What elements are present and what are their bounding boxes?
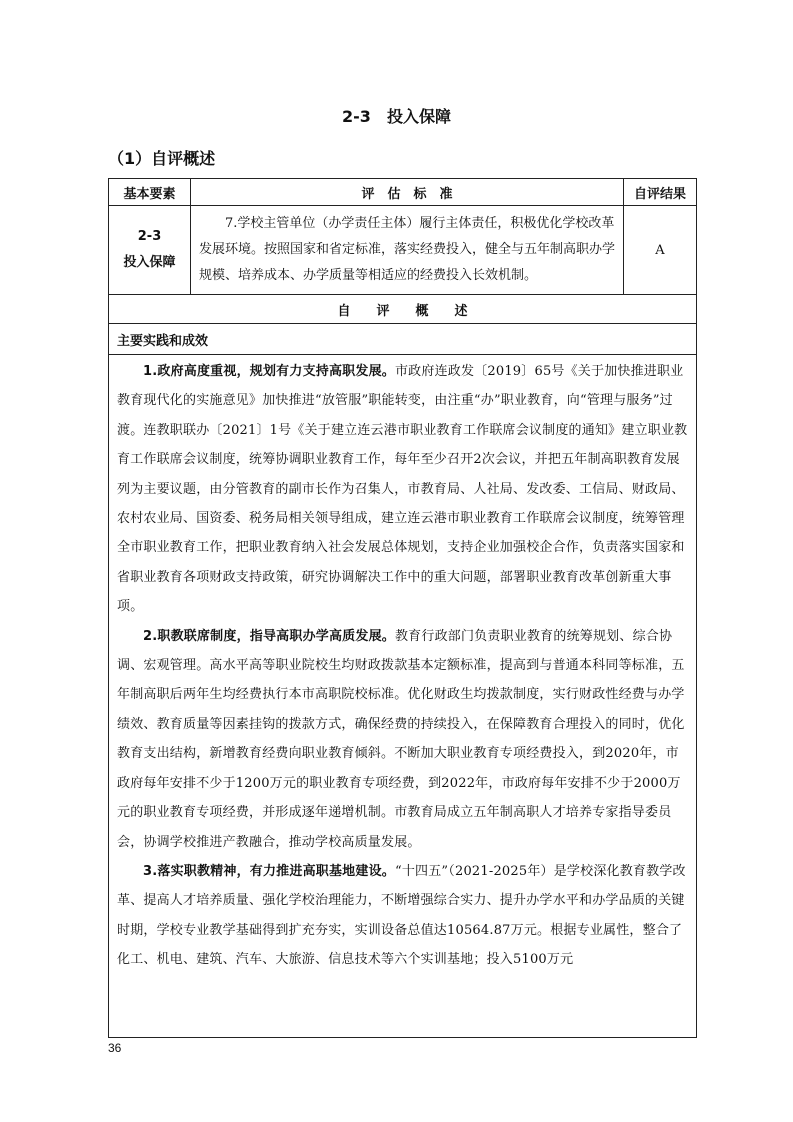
- section-title: （1）自评概述: [108, 149, 216, 168]
- paragraph-text: “十四五”（2021-2025年）是学校深化教育教学改革、提高人才培养质量、强化学校治理能力，不断增强综合实力、提升办学水平和办学品质的关键时期，学校专业教学基础得到扩充夯实，实训设备总值达10564.87万元。根据专业属性，整合了化工、机电、建筑、汽车、大旅游、信息技术等六个实训基地；投入5100万元: [117, 863, 686, 968]
- element-name: 投入保障: [123, 255, 176, 270]
- paragraph-lead: 2.职教联席制度，指导高职办学高质发展。: [143, 628, 395, 644]
- result-cell: A: [624, 206, 697, 295]
- page-title: 2-3 投入保障: [342, 107, 451, 126]
- header-result: 自评结果: [624, 179, 697, 206]
- page-number: 36: [108, 1041, 122, 1055]
- practice-header-row: [109, 324, 697, 355]
- header-basic-element: 基本要素: [109, 179, 191, 206]
- paragraph: [117, 622, 688, 857]
- overview-header-row: [109, 295, 697, 324]
- paragraph-text: 市政府连政发〔2019〕65号《关于加快推进职业教育现代化的实施意见》加快推进“放管服”职能转变，由注重“办”职业教育，向“管理与服务”过渡。连教职联办〔2021〕1号《关于建立连云港市职业教育工作联席会议制度的通知》建立职业教育工作联席会议制度，统筹协调职业教育工作，每年至少召开2次会议，并把五年制高职教育发展列为主要议题，由分管教育的副市长作为召集人，市教育局、人社局、发改委、工信局、财政局、农村农业局、国资委、税务局相关领导组成，建立连云港市职业教育工作联席会议制度，统筹管理全市职业教育工作，把职业教育纳入社会发展总体规划，支持企业加强校企合作，负责落实国家和省职业教育各项财政支持政策，研究协调解决工作中的重大问题，部署职业教育改革创新重大事项。: [117, 364, 688, 615]
- element-cell: [109, 206, 191, 295]
- overview-body-row: [109, 355, 697, 1038]
- element-code: 2-3: [137, 229, 162, 244]
- criteria-text: 7.学校主管单位（办学责任主体）履行主体责任，积极优化学校改革发展环境。按照国家和省定标准，落实经费投入，健全与五年制高职办学规模、培养成本、办学质量等相适应的经费投入长效机制。: [191, 206, 624, 295]
- paragraph-text: 教育行政部门负责职业教育的统筹规划、综合协调、宏观管理。高水平高等职业院校生均财政拨款基本定额标准，提高到与普通本科同等标准，五年制高职后两年生均经费执行本市高职院校标准。优化财政生均拨款制度，实行财政性经费与办学绩效、教育质量等因素挂钩的拨款方式，确保经费的持续投入，在保障教育合理投入的同时，优化教育支出结构，新增教育经费向职业教育倾斜。不断加大职业教育专项经费投入，到2020年，市政府每年安排不少于1200万元的职业教育专项经费，到2022年，市政府每年安排不少于2000万元的职业教育专项经费，并形成逐年递增机制。市教育局成立五年制高职人才培养专家指导委员会，协调学校推进产教融合，推动学校高质量发展。: [117, 628, 685, 850]
- evaluation-table: [108, 178, 697, 1038]
- overview-body: [109, 355, 697, 1038]
- table-header-row: [109, 179, 697, 206]
- paragraph: [117, 857, 688, 975]
- criteria-row: [109, 206, 697, 295]
- paragraph-lead: 3.落实职教精神，有力推进高职基地建设。: [143, 863, 395, 879]
- paragraph: [117, 357, 688, 622]
- paragraph-lead: 1.政府高度重视，规划有力支持高职发展。: [143, 364, 395, 379]
- overview-header: 自 评 概 述: [109, 295, 697, 324]
- practice-header: 主要实践和成效: [109, 324, 697, 355]
- header-criteria: 评 估 标 准: [191, 179, 624, 206]
